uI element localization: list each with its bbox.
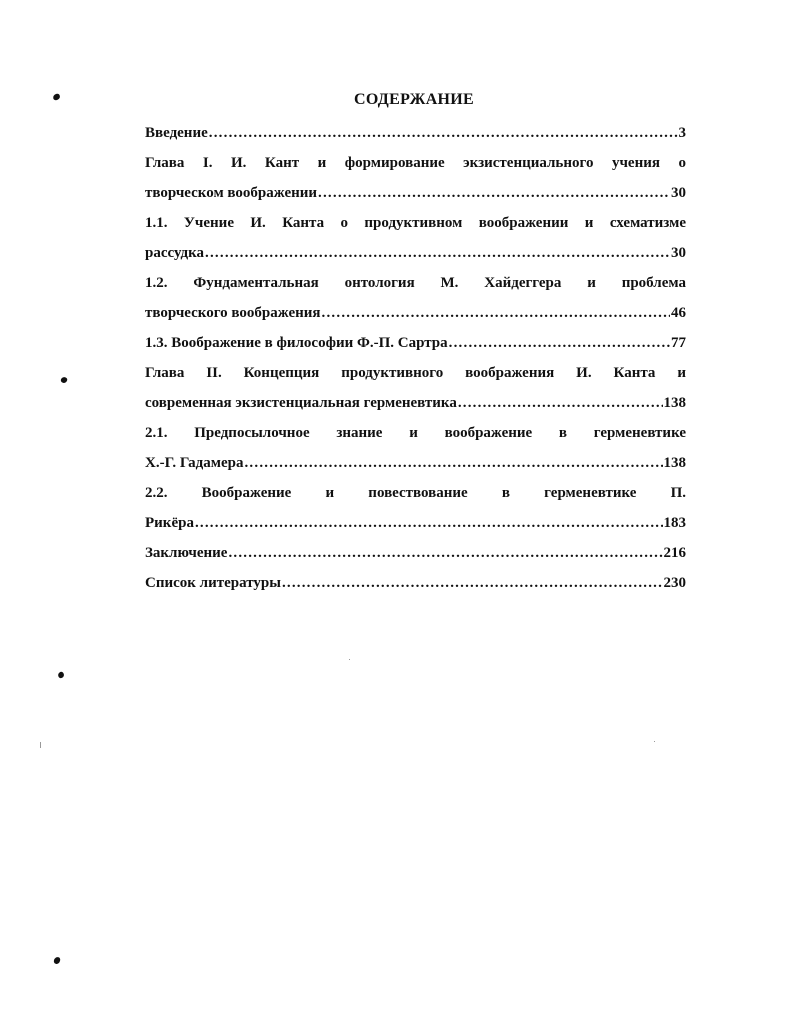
toc-entry-text: 1.2. Фундаментальная онтология М. Хайдеггера и проблема [145,275,686,291]
toc-entry [145,118,686,148]
toc-entry-text: творческом воображении [145,185,318,201]
leader-dots [209,118,678,148]
table-of-contents [145,118,686,598]
toc-entry-text: Рикёра [145,515,194,531]
toc-entry [145,568,686,598]
toc-entry [145,328,686,358]
toc-entry [145,538,686,568]
toc-entry-text: Х.-Г. Гадамера [145,455,244,471]
toc-entry-text: рассудка [145,245,205,261]
toc-page-number: 46 [671,305,686,321]
toc-entry-text: Заключение [145,545,228,561]
toc-page-number: 138 [663,395,686,411]
binding-hole-mark [60,376,68,384]
toc-entry-text: 2.1. Предпосылочное знание и воображение в герменевтике [145,425,686,441]
toc-page-number: 230 [663,575,686,591]
leader-dots [244,448,662,478]
toc-page-number: 77 [671,335,686,351]
toc-entry-text: 2.2. Воображение и повествование в герменевтике П. [145,485,686,501]
toc-entry [145,298,686,328]
leader-dots [228,538,662,568]
toc-entry-text: Введение [145,125,208,141]
scan-speck [349,659,350,660]
binding-hole-mark [57,671,65,679]
toc-page-number: 216 [663,545,686,561]
toc-entry-text: современная экзистенциальная герменевтика [145,395,457,411]
toc-entry-text: Глава II. Концепция продуктивного воображения И. Канта и [145,365,686,381]
toc-entry-text: Глава I. И. Кант и формирование экзистенциального учения о [145,155,686,171]
toc-page-number: 3 [678,125,686,141]
toc-entry [145,178,686,208]
toc-entry-text: творческого воображения [145,305,321,321]
toc-page-number: 30 [671,245,686,261]
toc-entry-text: 1.1. Учение И. Канта о продуктивном воображении и схематизме [145,215,686,231]
toc-page-number: 183 [663,515,686,531]
leader-dots [322,298,670,328]
binding-hole-mark [53,956,61,964]
toc-entry [145,388,686,418]
leader-dots [195,508,663,538]
scan-speck [654,741,655,742]
leader-dots [458,388,663,418]
leader-dots [282,568,663,598]
toc-entry [145,448,686,478]
toc-entry [145,238,686,268]
scan-speck [40,742,41,748]
toc-entry-text: Список литературы [145,575,281,591]
toc-page-number: 30 [671,185,686,201]
leader-dots [318,178,670,208]
leader-dots [449,328,670,358]
toc-entry [145,508,686,538]
toc-entry-text: 1.3. Воображение в философии Ф.-П. Сартра [145,335,448,351]
page-title: СОДЕРЖАНИЕ [353,91,475,108]
toc-page-number: 138 [663,455,686,471]
leader-dots [205,238,670,268]
